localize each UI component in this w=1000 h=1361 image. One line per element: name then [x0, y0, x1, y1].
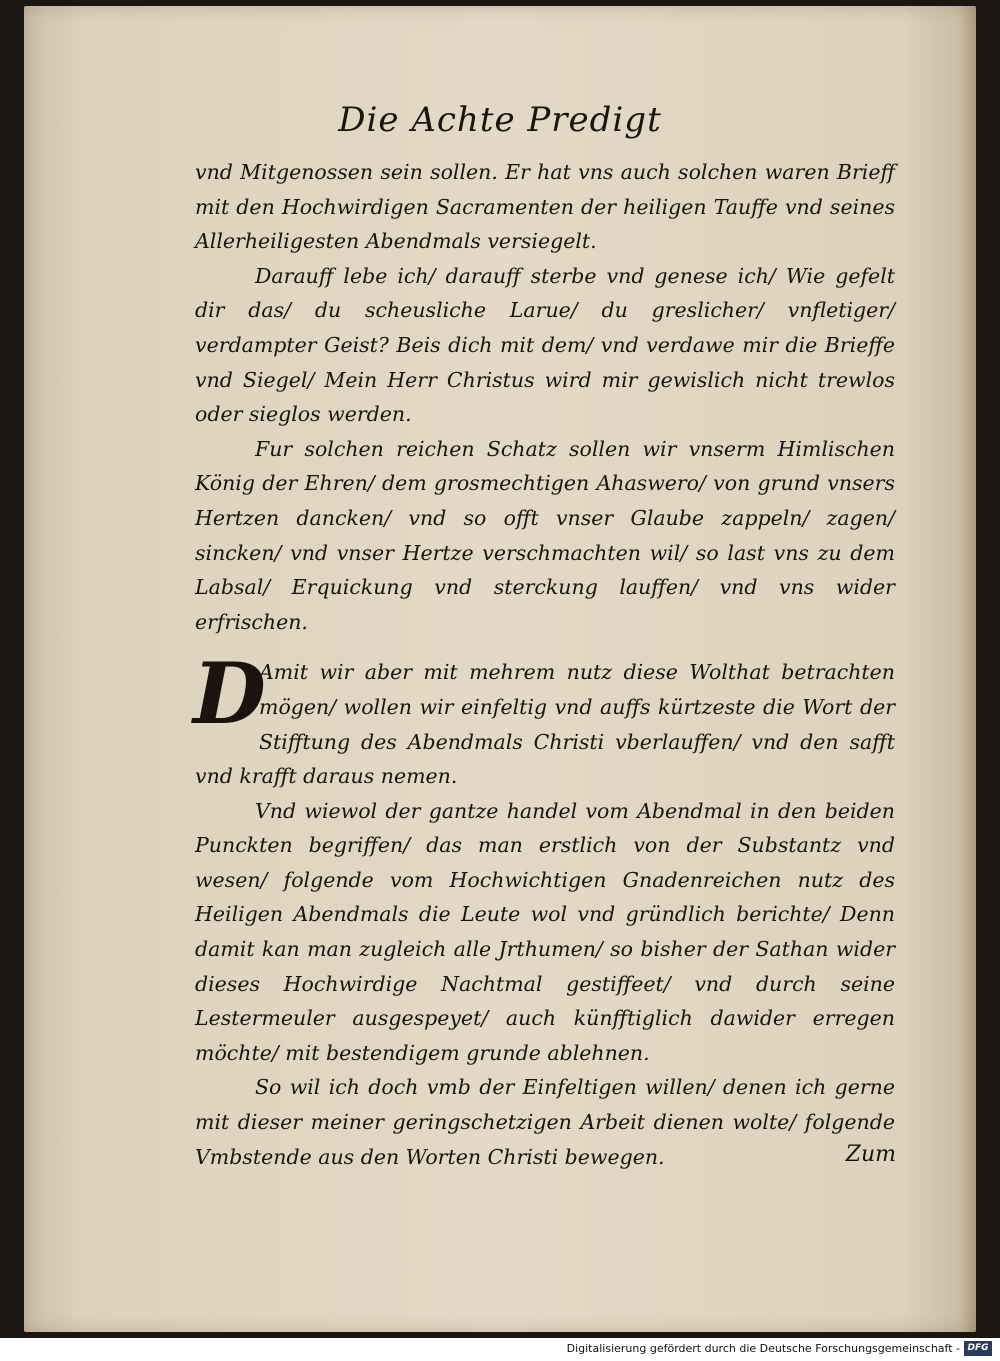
footer-bar: [0, 1338, 1000, 1361]
paragraph-3: Fur solchen reichen Schatz sollen wir vnserm Himlischen König der Ehren/ dem grosmechtigen Ahaswero/ von grund vnsers Hertzen dancken/ vnd so offt vnser Glaube zappeln/ zagen/ sincken/ vnd vnser Hertze verschmachten wil/ so last vns zu dem Labsal/ Erquickung vnd sterckung lauffen/ vnd vns wider erfrischen.: [195, 436, 895, 634]
footer-credit: Digitalisierung gefördert durch die Deutsche Forschungsgemeinschaft -: [566, 1342, 960, 1355]
paragraph-gap: [195, 639, 895, 655]
paragraph-1: vnd Mitgenossen sein sollen. Er hat vns auch solchen waren Brieff mit den Hochwirdigen Sacramenten der heiligen Tauffe vnd seines Allerheiligesten Abendmals versiegelt.: [195, 160, 895, 254]
page-edge-shadow: [958, 6, 976, 1332]
paragraph-6: So wil ich doch vmb der Einfeltigen willen/ denen ich gerne mit dieser meiner geringschetzigen Arbeit dienen wolte/ folgende Vmbstende aus den Worten Christi bewegen.: [195, 1075, 895, 1169]
dfg-logo: DFG: [964, 1341, 992, 1356]
page-heading: Die Achte Predigt: [338, 100, 662, 140]
paragraph-5: Vnd wiewol der gantze handel vom Abendmal in den beiden Punckten begriffen/ das man erstlich von der Substantz vnd wesen/ folgende vom Hochwichtigen Gnadenreichen nutz des Heiligen Abendmals die Leute wol vnd gründlich berichte/ Denn damit kan man zugleich alle Jrthumen/ so bisher der Sathan wider dieses Hochwirdige Nachtmal gestiffeet/ vnd durch seine Lestermeuler ausgespeyet/ auch künfftiglich dawider erregen möchte/ mit bestendigem grunde ablehnen.: [195, 798, 895, 1065]
catchword: Zum: [845, 1142, 896, 1167]
main-text: [195, 155, 895, 1174]
decorated-initial: D: [193, 644, 266, 744]
paragraph-2: Darauff lebe ich/ darauff sterbe vnd genese ich/ Wie gefelt dir das/ du scheusliche Larue/ du greslicher/ vnfletiger/ verdampter Geist? Beis dich mit dem/ vnd verdawe mir die Brieffe vnd Siegel/ Mein Herr Christus wird mir gewislich nicht trewlos oder sieglos werden.: [195, 263, 895, 427]
paragraph-4: Amit wir aber mit mehrem nutz diese Wolthat betrachten mögen/ wollen wir einfeltig vnd auffs kürtzeste die Wort der Stifftung des Abendmals Christi vberlauffen/ vnd den safft vnd krafft daraus nemen.: [195, 660, 895, 789]
initial-paragraph-block: [193, 644, 895, 793]
